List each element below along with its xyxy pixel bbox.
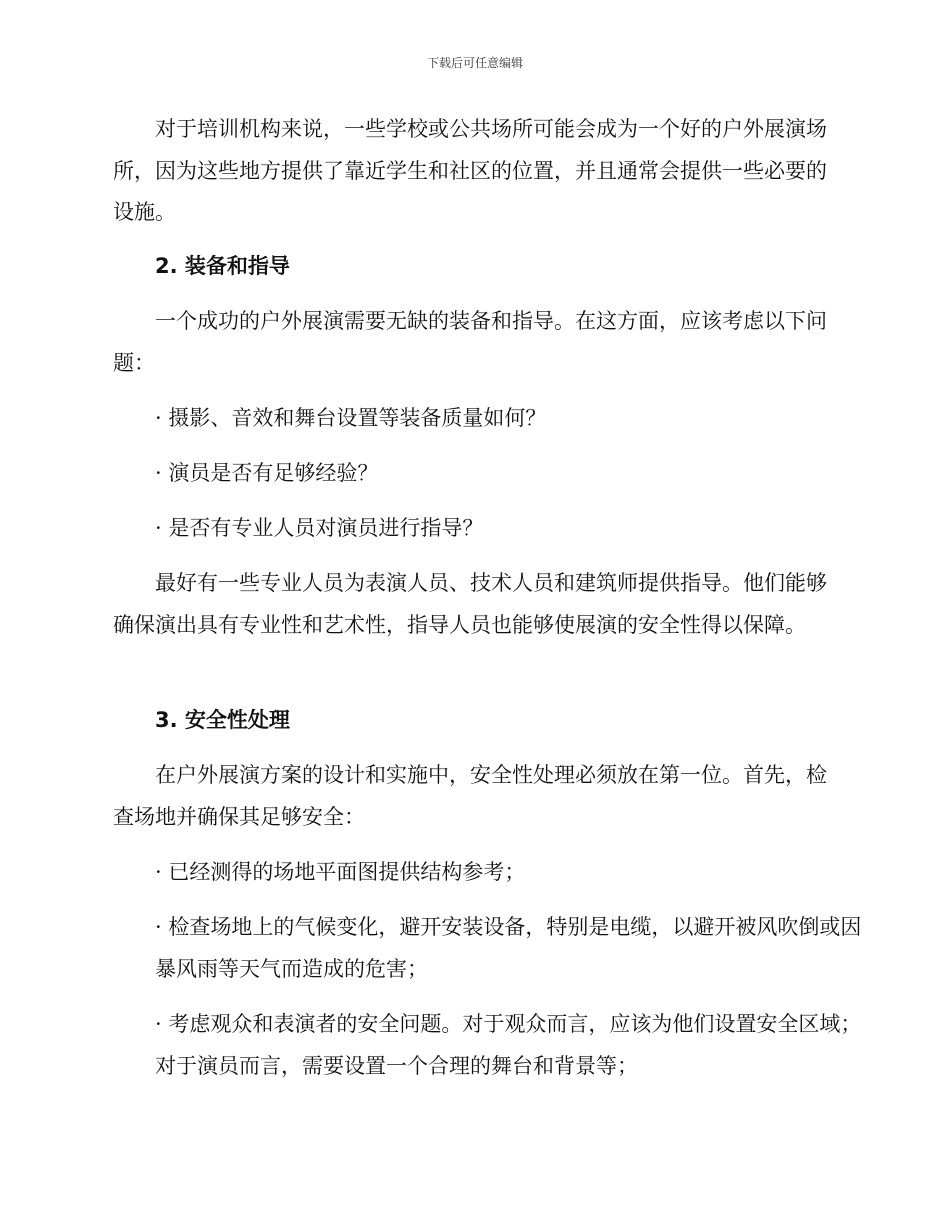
bullet-professional-guidance: · 是否有专业人员对演员进行指导？ xyxy=(155,516,484,540)
section-heading-equipment: 2. 装备和指导 xyxy=(155,254,290,278)
bullet-audience-safety: · 考虑观众和表演者的安全问题。对于观众而言，应该为他们设置安全区域；对于演员而言，需要设置一个合理的舞台和背景等； xyxy=(155,1012,862,1078)
paragraph-safety-intro: 在户外展演方案的设计和实施中，安全性处理必须放在第一位。首先，检查场地并确保其足够安全： xyxy=(113,763,827,829)
section-heading-safety: 3. 安全性处理 xyxy=(155,708,290,732)
paragraph-guidance: 最好有一些专业人员为表演人员、技术人员和建筑师提供指导。他们能够确保演出具有专业性和艺术性，指导人员也能够使展演的安全性得以保障。 xyxy=(113,571,827,637)
paragraph-equipment-intro: 一个成功的户外展演需要无缺的装备和指导。在这方面，应该考虑以下问题： xyxy=(113,309,827,375)
bullet-actor-experience: · 演员是否有足够经验？ xyxy=(155,461,379,485)
header-note: 下载后可任意编辑 xyxy=(426,56,523,70)
bullet-floor-plan: · 已经测得的场地平面图提供结构参考； xyxy=(155,860,526,884)
paragraph-venue: 对于培训机构来说，一些学校或公共场所可能会成为一个好的户外展演场所，因为这些地方提供了靠近学生和社区的位置，并且通常会提供一些必要的设施。 xyxy=(113,117,827,224)
bullet-weather-check: · 检查场地上的气候变化，避开安装设备，特别是电缆，以避开被风吹倒或因暴风雨等天气而造成的危害； xyxy=(155,915,862,981)
bullet-equipment-quality: · 摄影、音效和舞台设置等装备质量如何？ xyxy=(155,406,547,430)
